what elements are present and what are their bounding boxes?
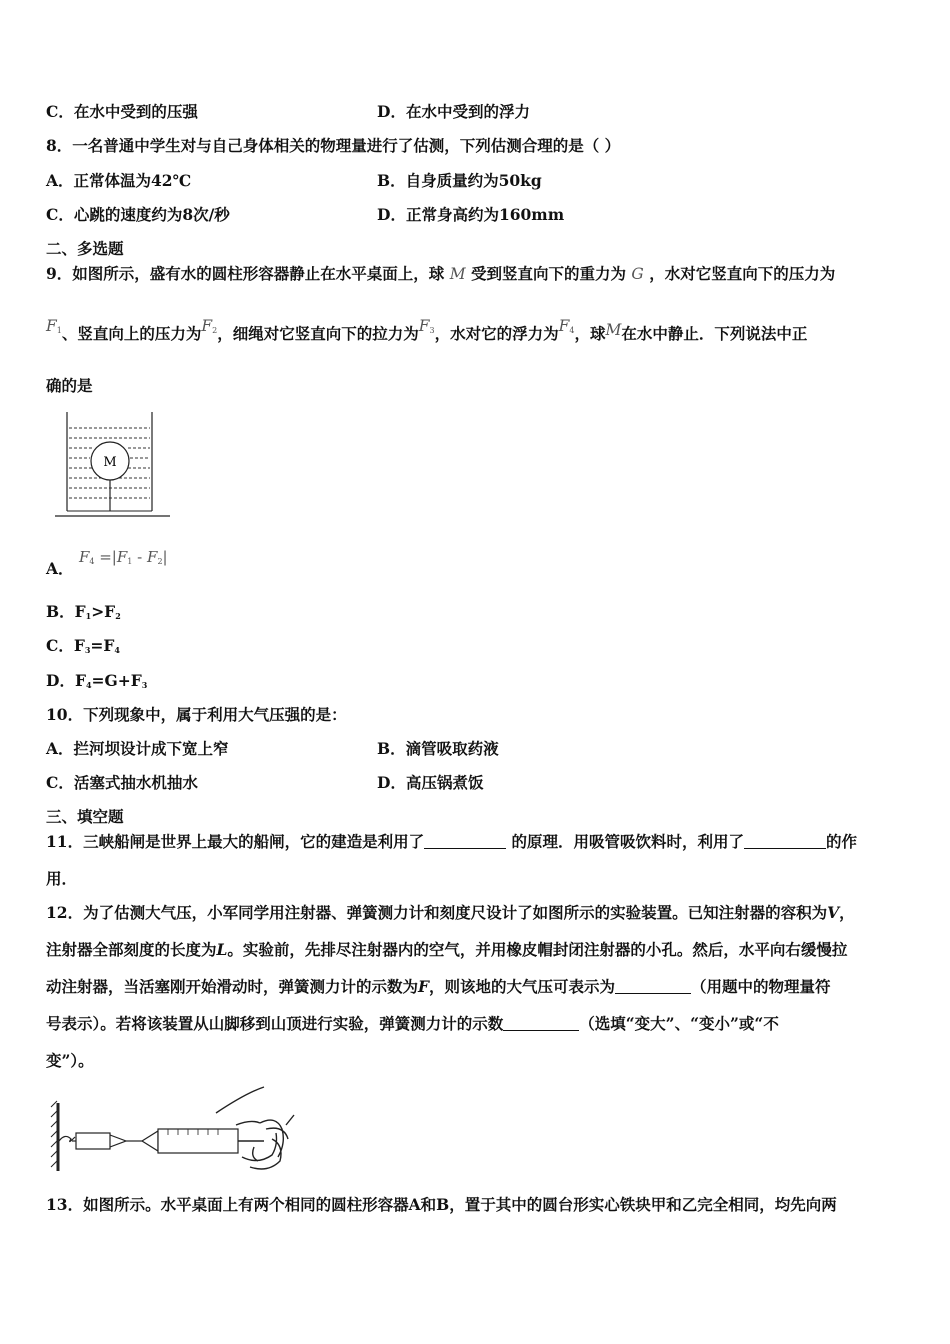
q9-text: ，细绳对它竖直向下的拉力为: [217, 324, 419, 343]
q12-line3: 动注射器，当活塞刚开始滑动时，弹簧测力计的示数为F，则该地的大气压可表示为 （用题中的物理量符: [46, 977, 831, 996]
q9-var-f2: $F_2$: [201, 317, 218, 335]
q7-option-d: D．在水中受到的浮力: [377, 102, 530, 121]
spring-scale: [76, 1133, 110, 1149]
q13-stem: 13．如图所示。水平桌面上有两个相同的圆柱形容器A和B，置于其中的圆台形实心铁块甲和乙完全相同，均先向两: [46, 1195, 837, 1214]
q9-text: ，水对它竖直向下的压力为: [649, 264, 836, 283]
q9-var-f4: $F_4$: [558, 317, 575, 335]
q9-option-b: B．$F_1>F_2$: [46, 602, 121, 621]
q9-var-m: M: [449, 265, 466, 283]
q10-option-d: D．高压锅煮饭: [377, 773, 484, 792]
q9-option-c: C．$F_3=F_4$: [46, 636, 120, 655]
q8-option-d: D．正常身高约为160mm: [377, 205, 565, 224]
q9-text: ，球: [574, 324, 606, 343]
q9-stem-line2: [46, 317, 808, 353]
q12-blank-2[interactable]: [503, 1016, 579, 1031]
ball-m-label: M: [103, 455, 117, 470]
q9-var-g: G: [631, 265, 644, 283]
q8-option-a: A．正常体温为42℃: [46, 171, 192, 190]
q11-blank-2[interactable]: [744, 834, 826, 849]
q10-option-a: A．拦河坝设计成下宽上窄: [46, 739, 229, 758]
q9-text: 在水中静止．下列说法中正: [621, 324, 808, 343]
q9-container-figure: [52, 408, 174, 522]
q9-option-d: D．$F_4=G+F_3$: [46, 671, 148, 690]
q9-text: 受到竖直向下的重力为: [470, 264, 626, 283]
q9-var-f3: $F_3$: [418, 317, 435, 335]
scale-end: [110, 1135, 126, 1147]
section-heading-multiple-choice: 二、多选题: [46, 239, 124, 258]
q12-syringe-figure: [46, 1085, 296, 1175]
q11-line1: 11．三峡船闸是世界上最大的船闸，它的建造是利用了 的原理．用吸管吸饮料时，利用了 的作: [46, 832, 858, 851]
hand: [216, 1087, 294, 1169]
q12-line4: 号表示）。若将该装置从山脚移到山顶进行实验，弹簧测力计的示数 （选填“变大”、“变小”或“不: [46, 1014, 779, 1033]
q9-text: ，水对它的浮力为: [434, 324, 559, 343]
rubber-cap: [142, 1131, 158, 1151]
q12-blank-1[interactable]: [615, 979, 691, 994]
q9-var-m: M: [605, 321, 622, 339]
wall-hatching: [51, 1101, 57, 1167]
section-heading-fill-in: 三、填空题: [46, 807, 124, 826]
q10-stem: 10．下列现象中，属于利用大气压强的是：: [46, 705, 347, 724]
q9-var-f1: $F_1$: [46, 317, 62, 335]
q9-option-a-formula: $F_4 =|F_1 - F_2|$: [78, 548, 168, 566]
q12-line1: 12．为了估测大气压，小军同学用注射器、弹簧测力计和刻度尺设计了如图所示的实验装置。已知注射器的容积为V，: [46, 903, 855, 922]
q7-option-c: C．在水中受到的压强: [46, 102, 198, 121]
q10-option-c: C．活塞式抽水机抽水: [46, 773, 198, 792]
q9-stem-line1: [46, 264, 835, 284]
q8-option-c: C．心跳的速度约为8次/秒: [46, 205, 230, 224]
q12-line2: 注射器全部刻度的长度为L。实验前，先排尽注射器内的空气，并用橡皮帽封闭注射器的小孔。然后，水平向右缓慢拉: [46, 940, 848, 959]
q8-option-b: B．自身质量约为50kg: [377, 171, 542, 190]
q8-stem: 8．一名普通中学生对与自己身体相关的物理量进行了估测，下列估测合理的是（ ）: [46, 136, 621, 155]
q9-text: 9．如图所示，盛有水的圆柱形容器静止在水平桌面上，球: [46, 264, 445, 283]
q10-option-b: B．滴管吸取药液: [377, 739, 499, 758]
q9-stem-line3: 确的是: [46, 376, 93, 395]
q12-line5: 变”）。: [46, 1051, 94, 1070]
q11-blank-1[interactable]: [424, 834, 506, 849]
q9-text: 、竖直向上的压力为: [61, 324, 202, 343]
q11-line2: 用．: [46, 869, 78, 888]
q9-option-a: A． $F_4 =|F_1 - F_2|$: [46, 548, 168, 578]
